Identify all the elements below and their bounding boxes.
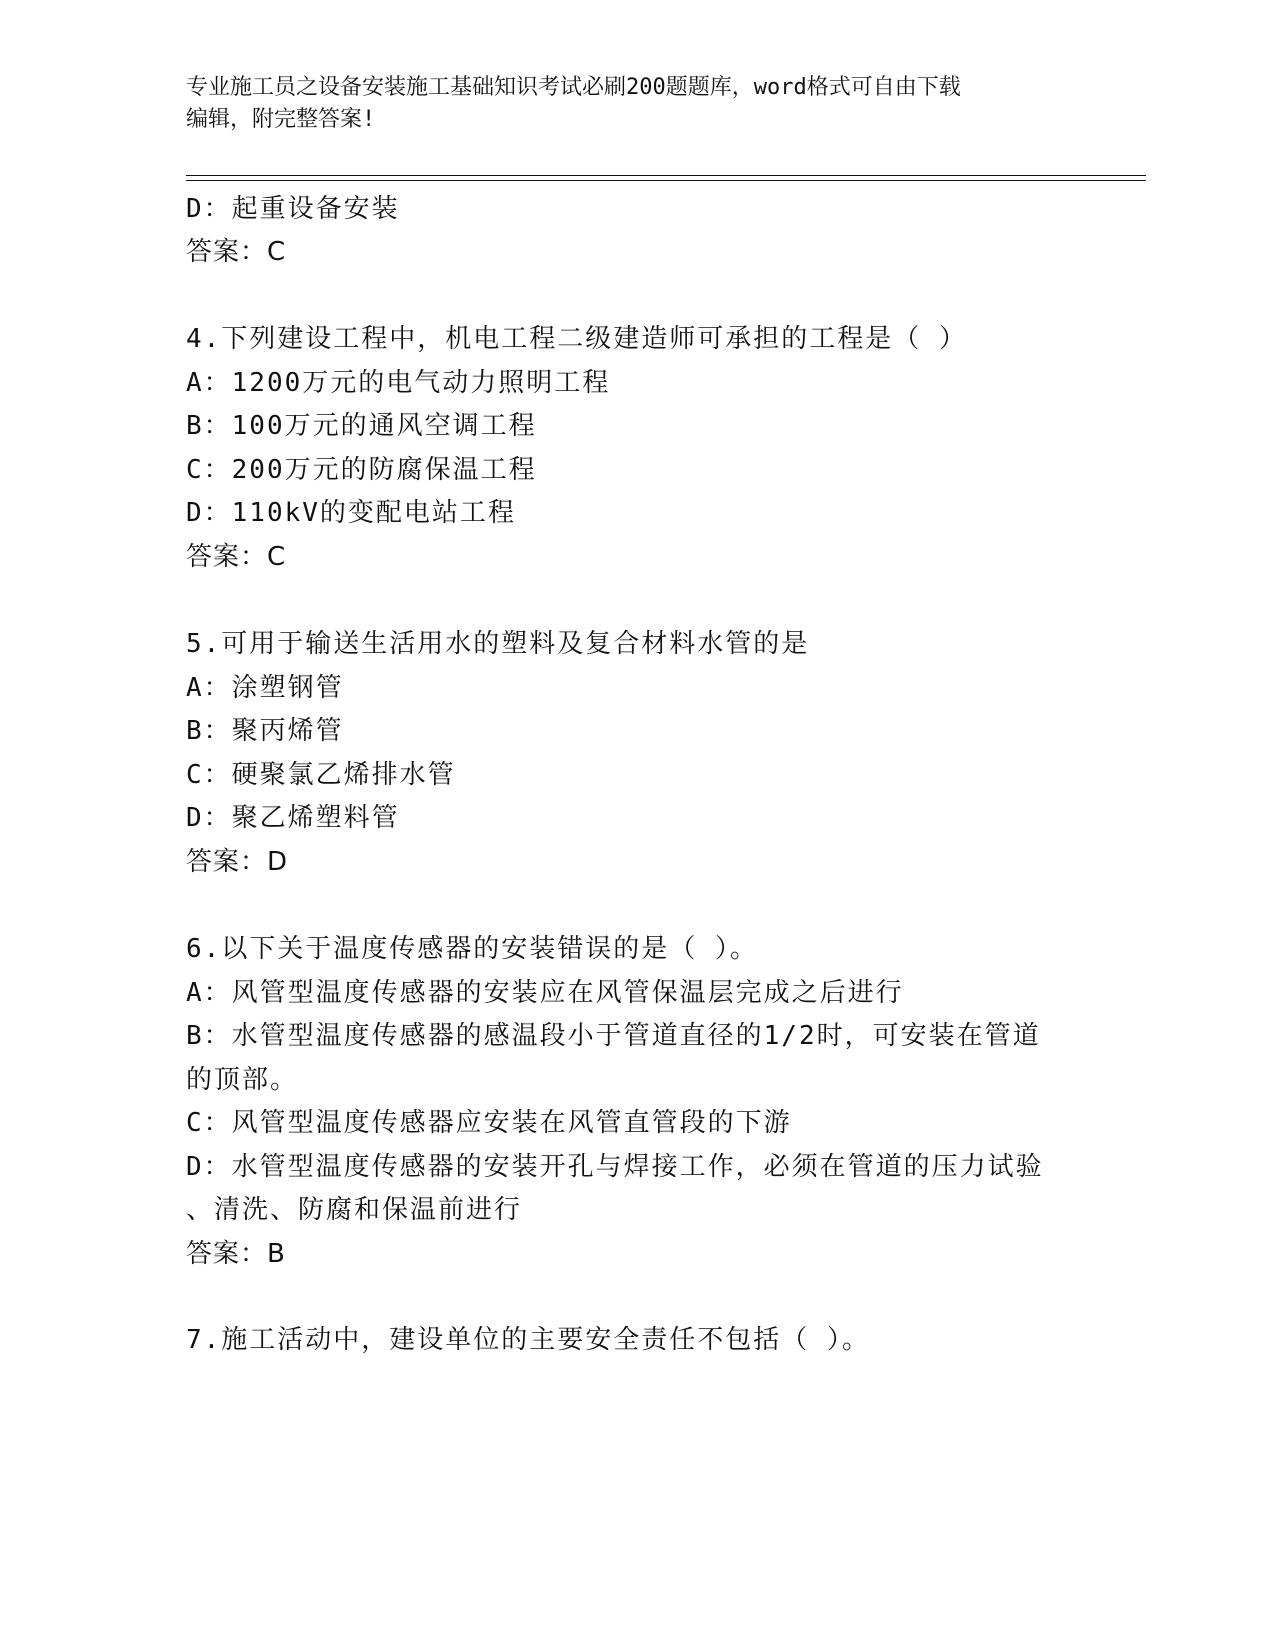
option-d-q6: D：水管型温度传感器的安装开孔与焊接工作，必须在管道的压力试验 xyxy=(186,1152,1044,1182)
answer-q3: 答案：C xyxy=(186,237,287,267)
option-b-q4: B：100万元的通风空调工程 xyxy=(186,411,537,441)
option-b-q6: B：水管型温度传感器的感温段小于管道直径的1/2时，可安装在管道 xyxy=(186,1021,1041,1051)
option-c-q6: C：风管型温度传感器应安装在风管直管段的下游 xyxy=(186,1108,792,1138)
question-5: 5.可用于输送生活用水的塑料及复合材料水管的是 xyxy=(186,629,810,659)
option-c-q4: C：200万元的防腐保温工程 xyxy=(186,455,537,485)
header-line-1: 专业施工员之设备安装施工基础知识考试必刷200题题库，word格式可自由下载 xyxy=(186,75,961,100)
question-6: 6.以下关于温度传感器的安装错误的是（ ）。 xyxy=(186,934,758,964)
option-a-q6: A：风管型温度传感器的安装应在风管保温层完成之后进行 xyxy=(186,978,904,1008)
answer-q4: 答案：C xyxy=(186,542,287,572)
header-rule-top xyxy=(186,175,1146,176)
answer-q6: 答案：B xyxy=(186,1239,286,1269)
option-c-q5: C：硬聚氯乙烯排水管 xyxy=(186,760,456,790)
header-rule-bottom xyxy=(186,180,1146,181)
question-7: 7.施工活动中，建设单位的主要安全责任不包括（ ）。 xyxy=(186,1325,870,1355)
option-d-q4: D：110kV的变配电站工程 xyxy=(186,498,516,528)
option-d-q5: D：聚乙烯塑料管 xyxy=(186,803,400,833)
header-line-2: 编辑，附完整答案! xyxy=(186,107,376,132)
document-header xyxy=(186,72,1086,136)
option-a-q4: A：1200万元的电气动力照明工程 xyxy=(186,368,611,398)
question-4: 4.下列建设工程中，机电工程二级建造师可承担的工程是（ ） xyxy=(186,324,967,354)
option-b-q6-cont: 的顶部。 xyxy=(186,1065,299,1095)
option-a-q5: A：涂塑钢管 xyxy=(186,673,344,703)
option-b-q5: B：聚丙烯管 xyxy=(186,716,344,746)
option-d-q3: D：起重设备安装 xyxy=(186,194,400,224)
answer-q5: 答案：D xyxy=(186,847,289,877)
option-d-q6-cont: 、清洗、防腐和保温前进行 xyxy=(186,1195,523,1225)
